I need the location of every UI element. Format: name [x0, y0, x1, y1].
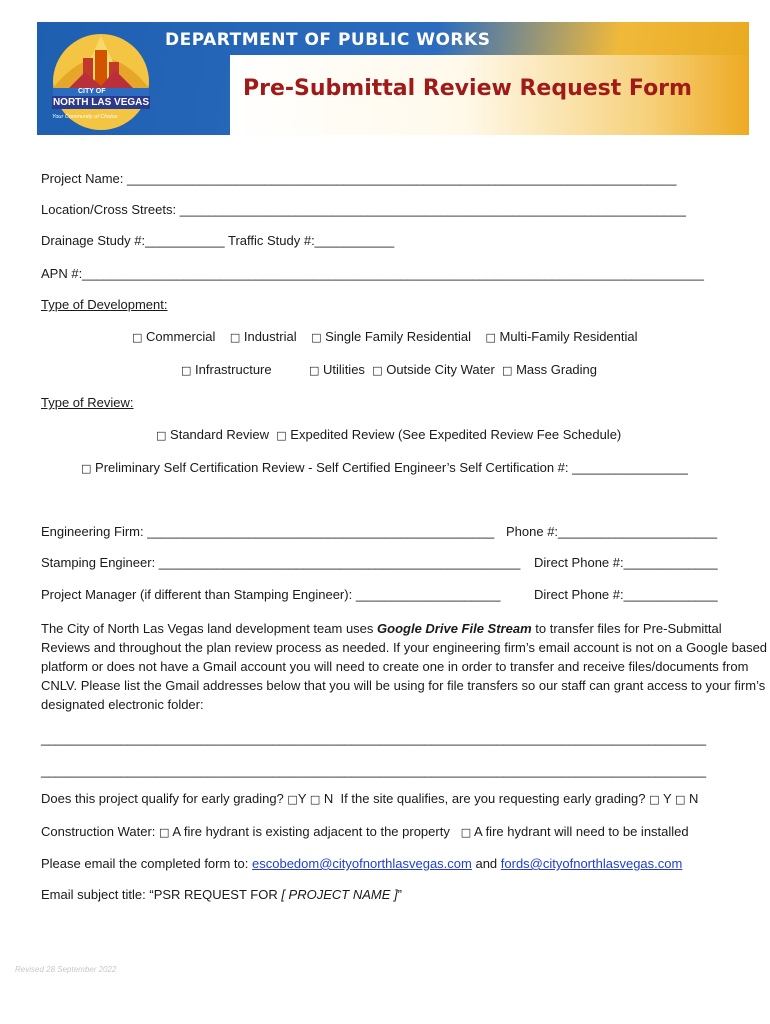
outside-water-checkbox[interactable]: □	[372, 364, 383, 377]
email-link-1[interactable]: escobedom@cityofnorthlasvegas.com	[252, 856, 472, 871]
grading-yes-checkbox[interactable]: □	[287, 793, 298, 806]
multi-family-checkbox[interactable]: □	[485, 331, 496, 344]
form-title: Pre-Submittal Review Request Form	[243, 76, 692, 101]
early-grading-question: Does this project qualify for early grading?	[41, 791, 284, 806]
department-title: DEPARTMENT OF PUBLIC WORKS	[165, 30, 491, 50]
single-family-checkbox[interactable]: □	[311, 331, 322, 344]
preliminary-review-checkbox[interactable]: □	[81, 462, 92, 475]
google-drive-emphasis: Google Drive File Stream	[377, 621, 532, 636]
review-heading: Type of Review:	[41, 395, 134, 410]
gmail-line-2[interactable]: ____________________________________________________________________________________________	[41, 763, 707, 778]
location-field[interactable]: Location/Cross Streets: ______________________________________________________________________	[41, 202, 686, 217]
email-and: and	[471, 856, 501, 871]
infrastructure-checkbox[interactable]: □	[181, 364, 192, 377]
phone-field[interactable]: Phone #:______________________	[506, 524, 718, 539]
direct-phone-field-1[interactable]: Direct Phone #:_____________	[534, 555, 718, 570]
stamping-engineer-field[interactable]: Stamping Engineer: __________________________________________________	[41, 555, 521, 570]
paragraph-text-end: to transfer files for Pre-Submittal Reviews and throughout the plan review process as needed. If your engineering firm’s email account is not on a Google based platform or does not have a Gmail account you will need to create one in order to transfer and receive files/documents from CNLV. Please list the Gmail addresses below that you will be using for file transfers so our staff can grant access to your firm’s designated electronic folder:	[41, 621, 768, 712]
single-family-label: Single Family Residential	[325, 329, 472, 344]
preliminary-review-label: Preliminary Self Certification Review - Self Certified Engineer’s Self Certification #: ________________	[95, 460, 688, 475]
utilities-checkbox[interactable]: □	[309, 364, 320, 377]
industrial-checkbox[interactable]: □	[229, 331, 241, 344]
hydrant-existing-label: A fire hydrant is existing adjacent to the property	[172, 824, 450, 839]
file-stream-paragraph	[41, 619, 769, 714]
mass-grading-label: Mass Grading	[516, 362, 597, 377]
grading-no-label: N	[323, 791, 334, 806]
development-row-2b	[309, 362, 597, 379]
drainage-study-label: Drainage Study #:___________	[41, 233, 225, 248]
revision-date: Revised 28 September 2022	[15, 965, 117, 974]
direct-phone-field-2[interactable]: Direct Phone #:_____________	[534, 587, 718, 602]
logo-tagline: Your Community of Choice	[52, 114, 118, 120]
subject-prefix: Email subject title: “PSR REQUEST FOR	[41, 887, 282, 902]
construction-water-label: Construction Water:	[41, 824, 156, 839]
request-no-label: N	[689, 791, 699, 806]
logo-city-name: NORTH LAS VEGAS	[52, 97, 150, 108]
email-instruction	[41, 856, 682, 872]
logo-city-label: CITY OF	[78, 88, 106, 95]
early-grading-row	[41, 791, 698, 808]
apn-field[interactable]: APN #:______________________________________________________________________________________	[41, 266, 704, 281]
industrial-label: Industrial	[243, 329, 297, 344]
subject-project-name: [ PROJECT NAME ]	[281, 887, 398, 902]
multi-family-label: Multi-Family Residential	[499, 329, 638, 344]
drainage-study-field[interactable]	[41, 233, 394, 249]
expedited-review-label: Expedited Review (See Expedited Review Fee Schedule)	[290, 427, 622, 442]
early-grading-followup: If the site qualifies, are you requesting early grading?	[340, 791, 646, 806]
hydrant-needed-label: A fire hydrant will need to be installed	[474, 824, 689, 839]
utilities-label: Utilities	[323, 362, 365, 377]
traffic-study-label: Traffic Study #:___________	[227, 233, 395, 248]
review-row-1	[156, 427, 621, 444]
email-subject	[41, 887, 402, 903]
infrastructure-label: Infrastructure	[195, 362, 272, 377]
standard-review-label: Standard Review	[170, 427, 270, 442]
grading-no-checkbox[interactable]: □	[309, 793, 321, 806]
outside-water-label: Outside City Water	[386, 362, 495, 377]
request-yes-label: Y	[662, 791, 672, 806]
project-manager-field[interactable]: Project Manager (if different than Stamping Engineer): ____________________	[41, 587, 501, 602]
construction-water-row	[41, 824, 689, 841]
grading-yes-label: Y	[297, 791, 307, 806]
request-no-checkbox[interactable]: □	[675, 793, 686, 806]
mass-grading-checkbox[interactable]: □	[502, 364, 513, 377]
hydrant-existing-checkbox[interactable]: □	[159, 826, 170, 839]
paragraph-text-start: The City of North Las Vegas land development team uses	[41, 621, 378, 636]
development-row-2	[181, 362, 272, 379]
commercial-label: Commercial	[146, 329, 216, 344]
expedited-review-checkbox[interactable]: □	[276, 429, 287, 442]
email-prefix: Please email the completed form to:	[41, 856, 252, 871]
standard-review-checkbox[interactable]: □	[156, 429, 167, 442]
review-row-2	[81, 460, 688, 477]
request-yes-checkbox[interactable]: □	[649, 793, 660, 806]
project-name-field[interactable]: Project Name: ____________________________________________________________________________	[41, 171, 677, 186]
hydrant-needed-checkbox[interactable]: □	[460, 826, 472, 839]
subject-suffix: ”	[397, 887, 402, 902]
commercial-checkbox[interactable]: □	[132, 331, 143, 344]
development-row-1	[132, 329, 638, 346]
development-heading: Type of Development:	[41, 297, 168, 312]
email-link-2[interactable]: fords@cityofnorthlasvegas.com	[500, 856, 683, 871]
engineering-firm-field[interactable]: Engineering Firm: ________________________________________________	[41, 524, 495, 539]
gmail-line-1[interactable]: ____________________________________________________________________________________________	[41, 731, 707, 746]
